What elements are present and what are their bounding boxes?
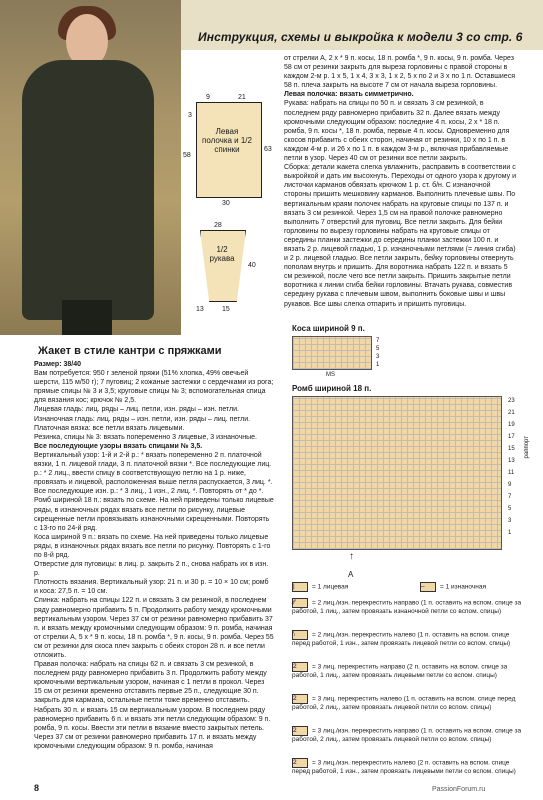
para-diamond: Ромб шириной 18 п.: вязать по схеме. На ней приведены только лицевые ряды, в изнаночных рядах вязать все петли по рисунку, лицевые скрещенные петли провязывать изнаночными скрещенными. Повторять с 13-го по 24-й ряд.: [34, 497, 274, 532]
legend-item-6: 2 = 3 лиц./изн. перекрестить направо (1 п. оставить на вспом. спице за работой, 2 лиц., затем провязать лицевой петли со вспом. спицы): [292, 727, 522, 743]
pattern-sleeve-piece: [200, 230, 246, 302]
arrow-up-icon: ↑: [349, 551, 354, 562]
diamond-repeat-label: раппорт: [524, 436, 530, 459]
legend-knit: | = 1 лицевая: [293, 583, 349, 591]
legend-purl: – = 1 изнаночная: [421, 583, 487, 591]
cable-row-7: 7: [376, 338, 380, 344]
legend-item-7: 2 = 3 лиц./изн. перекрестить налево (2 п. оставить на вспом. спице перед работой, 1 изн., затем провязать лицевыми петли со вспом. спицы): [292, 759, 516, 775]
dim-side-a: 3: [188, 112, 192, 119]
cable-purl-right-icon: 2: [292, 726, 308, 736]
dim-sleeve-b2: 15: [222, 306, 230, 313]
para-stockinette: Лицевая гладь: лиц. ряды – лиц. петли, изн. ряды – изн. петли.: [34, 406, 239, 414]
diamond-row-19: 19: [508, 422, 515, 428]
diamond-row-13: 13: [508, 458, 515, 464]
para-reverse: Изнаночная гладь: лиц. ряды – изн. петли, изн. ряды – лиц. петли.: [34, 415, 251, 423]
dim-side-c: 63: [264, 146, 272, 153]
cross-left-icon: ⧵: [292, 630, 308, 640]
dim-top-b: 21: [238, 94, 246, 101]
para-buttonhole: Отверстие для пуговицы: в лиц. р. закрыть 2 п., снова набрать их в изн. р.: [34, 561, 269, 578]
cable-row-1: 1: [376, 362, 380, 368]
diamond-row-21: 21: [508, 410, 515, 416]
dim-sleeve-side: 40: [248, 262, 256, 269]
para-materials: Вам потребуется: 950 г зеленой пряжи (51% хлопка, 49% овечьей шерсти, 115 м/50 г); 7 пуговиц; 2 кожаные застежки с сердечками из рога; прямые спицы № 3 и 3,5; круговые спицы № 3; вспомогательная спица для вязания кос; крючок № 2,5.: [34, 370, 274, 405]
legend-item-3: ⧵ = 2 лиц./изн. перекрестить налево (1 п. оставить на вспом. спице перед работой, 1 изн., затем провязать лицевой петли со вспом. спицы): [292, 631, 511, 647]
diamond-row-7: 7: [508, 494, 512, 500]
legend-item-5: 2 = 3 лиц. перекрестить налево (1 п. оставить на вспом. спице перед работой, 2 лиц., затем провязать лицевой петли со вспом. спицы): [292, 695, 516, 711]
para-vertical: Вертикальный узор: 1-й и 2-й р.: * вязать попеременно 2 п. платочной вязки, 1 п. лицевой глади, 3 п. платочной вязки *. Все последующие лиц. р.: * 2 лиц., ввести спицу в соответствующую петлю на 1 р. ниже, провязать и лицевой, расположенная выше петля распускается, 3 лиц. *. Все последующие изн. р.: * 3 лиц., 1 изн., 2 лиц. *. Повторять от * до *.: [34, 451, 273, 496]
diamond-chart-grid: [292, 396, 502, 550]
para-cable: Коса шириной 9 п.: вязать по схеме. На ней приведены только лицевые ряды, в изнаночных рядах вязать все петли по рисунку. Повторять с 1-го по 8-й ряд.: [34, 533, 271, 559]
cable-chart-title: Коса шириной 9 п.: [292, 324, 365, 333]
body-piece-label: Левая полочка и 1/2 спинки: [202, 127, 252, 154]
dim-top-a: 9: [206, 94, 210, 101]
sleeve-piece-label: 1/2 рукава: [209, 245, 235, 263]
cable-row-3: 3: [376, 354, 380, 360]
size-line: Размер: 38/40: [34, 361, 82, 368]
diamond-chart-title: Ромб шириной 18 п.: [292, 384, 372, 393]
para-assembly: Сборка: детали жакета слегка увлажнить, расправить в соответствии с выкройкой и дать им высохнуть. Переходы от одного узора к другому и листочки карманов обвязать крючком 1 р. ст. б/н. С изнаночной стороны пришить мешковину карманов. Выполнить плечевые швы. По вертикальным краям полочек набрать на круговые спицы по 137 п. и вязать 3 см резинкой. Через 1,5 см на правой полочке равномерно выполнить 7 отверстий для пуговиц. Все петли закрыть. Для бейки горловины по вырезу горловины набрать на круговые спицы от середины планки застежки до середины планки застежки 100 п. и вязать 2 р. лицевой гладью, 1 р. изнаночными петлями (= линия сгиба) и 2 р. лицевой гладью. Все петли закрыть, бейку горловины отвернуть пополам внутрь и пришить. Для воротника набрать 122 п. и вязать 5 см резинкой, после чего все петли закрыть. Пришить закрытые петли воротника к линии сгиба бейки горловины. Втачать рукава, совместив середину рукава с плечевым швом, выполнить боковые швы и швы рукавов. Все швы слегка отпарить и пришить пуговицы.: [284, 164, 516, 308]
para-back: Спинка: набрать на спицы 122 п. и связать 3 см резинкой, в последнем ряду равномерно прибавить 5 п. Продолжить работу между кромочными вертикальным узором. Через 37 см от резинки равномерно прибавить 37 п. и вязать между кромочными следующим образом: 9 п. ромба, начиная от стрелки А, 5 х * 9 п. косы, 18 п. ромба *, 9 п. косы, 9 п. ромба. Через 55 см от резинки для скоса плеч закрыть с обеих сторон 28 п. и все петли отложить.: [34, 597, 274, 659]
diamond-row-1: 1: [508, 530, 512, 536]
article-title: Жакет в стиле кантри с пряжками: [38, 345, 222, 357]
article-right-column: [284, 54, 516, 309]
para-needles: Все последующие узоры вязать спицами № 3,5.: [34, 442, 203, 450]
cross-right-icon: ⁄⁄: [292, 598, 308, 608]
diamond-row-3: 3: [508, 518, 512, 524]
model-legs: [62, 300, 112, 335]
legend-item-2: ⁄⁄ = 2 лиц./изн. перекрестить направо (1 п. оставить на вспом. спице за работой, 1 лиц., затем провязать изнаночной петли со вспом. спицы): [292, 599, 522, 615]
article-left-column: [34, 360, 274, 751]
cable-right-icon: 2: [292, 662, 308, 672]
para-left-front: Левая полочка: вязать симметрично.: [284, 91, 414, 99]
cable-ms-label: MS: [326, 372, 335, 378]
cable-left-icon: 2: [292, 694, 308, 704]
cable-chart-grid: [292, 336, 372, 370]
diamond-row-11: 11: [508, 470, 515, 476]
diamond-row-23: 23: [508, 398, 515, 404]
arrow-a-label: А: [348, 570, 354, 579]
page-number: 8: [34, 783, 40, 793]
knit-stitch-icon: |: [292, 582, 308, 592]
diamond-row-5: 5: [508, 506, 512, 512]
cable-row-5: 5: [376, 346, 380, 352]
dim-bottom: 30: [222, 200, 230, 207]
dim-sleeve-top: 28: [214, 222, 222, 229]
site-watermark: PassionForum.ru: [432, 786, 486, 793]
diamond-row-15: 15: [508, 446, 515, 452]
page-title: Инструкция, схемы и выкройка к модели 3 со стр. 6: [198, 30, 523, 44]
model-jacket: [22, 60, 154, 320]
para-continued: от стрелки А, 2 х * 9 п. косы, 18 п. ромба *, 9 п. косы, 9 п. ромба. Через 58 см от резинки закрыть для выреза горловины с правой стороны в каждом 2-м р. 1 х 5, 1 х 4, 3 х 3, 1 х 2, 5 х по 2 и 3 х по 1 п. Оставшиеся 58 п. плеча закрыть на высоте 7 см от начала выреза горловины.: [284, 55, 515, 90]
para-right-front: Правая полочка: набрать на спицы 62 п. и связать 3 см резинкой, в последнем ряду равномерно прибавить 3 п. Продолжить работу между кромочными вертикальным узором, начиная с 1 петли в прокол. Через 15 см от резинки временно отставить первые 25 п., следующие 30 п. закрыть для кармана, остальные петли тоже временно отставить. Набрать 30 п. и вязать 15 см вертикальным узором. В последнем ряду равномерно прибавить 6 п. и вязать эти петли следующим образом: 9 п. ромба, 9 п. косы. Ввести эти петли в вязание вместо закрытых петель. Через 37 см от резинки равномерно прибавить 17 п. и вязать между кромочными следующим образом: 9 п. ромба, начиная: [34, 661, 271, 750]
dim-sleeve-b1: 13: [196, 306, 204, 313]
diamond-row-17: 17: [508, 434, 515, 440]
diamond-row-9: 9: [508, 482, 512, 488]
para-sleeves: Рукава: набрать на спицы по 50 п. и связать 3 см резинкой, в последнем ряду равномерно прибавить 32 п. Далее вязать между кромочными следующим образом: последние 4 п. косы, 2 х * 18 п. ромба, 9 п. косы *, 18 п. ромба, первые 4 п. косы. Одновременно для скосов прибавить с обеих сторон, начиная от резинки, 10 х по 1 п. в каждом 4-м р. и 26 х по 1 п. в каждом 3-м р., включая прибавляемые петли в узор. Через 40 см от резинки все петли закрыть.: [284, 100, 510, 163]
para-gauge: Плотность вязания. Вертикальный узор: 21 п. и 30 р. = 10 × 10 см; ромб и коса: 27,5 п. = 10 см.: [34, 579, 269, 596]
purl-stitch-icon: –: [420, 582, 436, 592]
legend-item-4: 2 = 3 лиц. перекрестить направо (2 п. оставить на вспом. спице за работой, 1 лиц., затем провязать лицевыми петли со вспом. спицы): [292, 663, 508, 679]
cable-purl-left-icon: 2: [292, 758, 308, 768]
model-photo: [0, 0, 181, 335]
para-garter: Платочная вязка: все петли вязать лицевыми.: [34, 424, 185, 432]
dim-side-b: 58: [183, 152, 191, 159]
para-rib: Резинка, спицы № 3: вязать попеременно 3 лицевые, 3 изнаночные.: [34, 433, 258, 441]
